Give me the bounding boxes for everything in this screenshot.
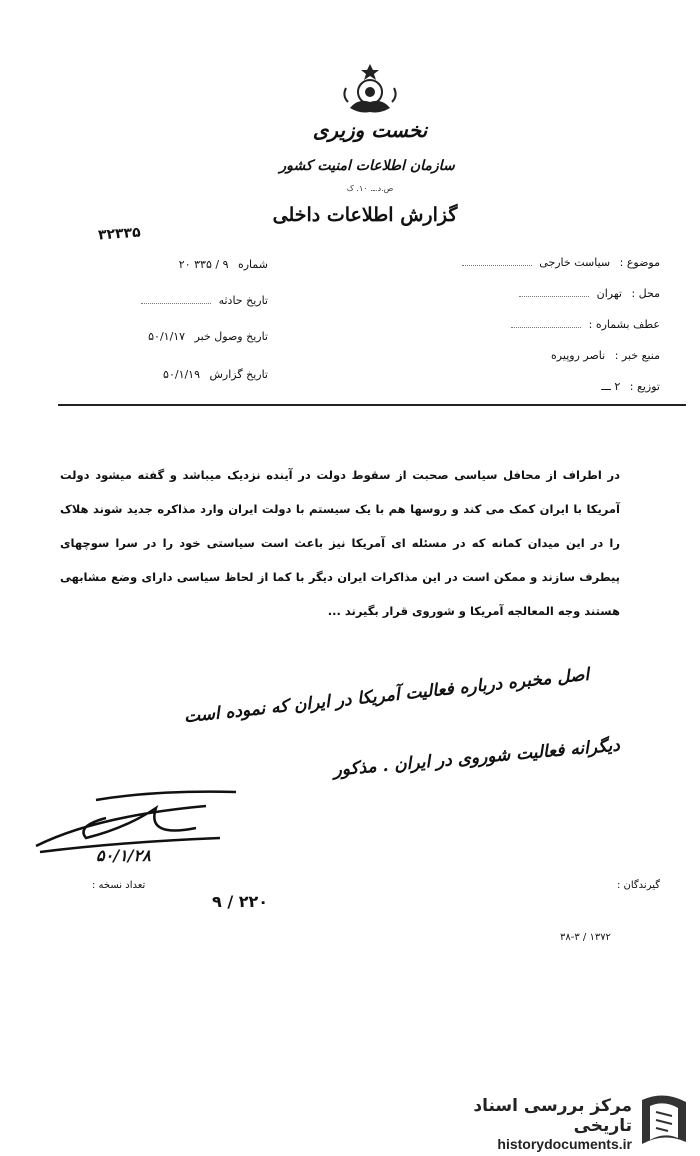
field-location-value: تهران (596, 287, 622, 300)
watermark-english: historydocuments.ir (497, 1136, 632, 1152)
field-distribution: توزیع : ۲ ـــ (601, 380, 660, 393)
dotted-line (141, 303, 211, 304)
field-reference: عطف بشماره : (511, 318, 660, 331)
lion-and-sun-emblem (340, 62, 400, 118)
field-source-value: ناصر روپیره (551, 349, 606, 362)
watermark-persian: مرکز بررسی اسناد تاریخی (473, 1096, 632, 1136)
dotted-line (462, 265, 532, 266)
field-reference-label: عطف بشماره (595, 318, 660, 331)
field-location: محل : تهران (519, 287, 660, 300)
field-report-date (163, 368, 268, 381)
field-receipt-date-value: ۵۰/۱/۱۷ (148, 330, 186, 343)
report-body: در اطراف از محافل سیاسی صحبت از سقوط دولت در آینده نزدیک میباشد و گفته میشود دولت آمریکا با ایران کمک می کند و روسها هم با یک سیستم با دولت ایران وارد مذاکره جدید شوند هلاک را در این میدان کمانه که در مسئله ای آمریکا نیز باعث است سیاستی خود را در سرا سوچهای پیطرف سازند و ممکن است در این مذاکرات ایران دیگر با کما از لحاظ سیاسی دارای وضع مشابهی هستند وجه المعالجه آمریکا و شوروی قرار بگیرند ... (60, 468, 620, 618)
handwritten-date: ۵۰/۱/۲۸ (96, 846, 151, 865)
header-divider (58, 404, 686, 406)
field-subject: موضوع : سیاست خارجی (462, 256, 660, 269)
handwritten-note-1: اصل مخبره درباره فعالیت آمریکا در ایران که نموده است (182, 664, 590, 728)
document-center-logo-icon (636, 1090, 692, 1148)
header-line-1: نخست وزیری (312, 118, 428, 142)
handwritten-note-2: دیگرانه فعالیت شوروی در ایران . مذکور (332, 735, 621, 781)
field-incident-date-label: تاریخ حادثه (218, 294, 268, 307)
dotted-line (511, 327, 581, 328)
field-number (179, 258, 268, 271)
field-number-label: شماره (237, 258, 268, 271)
form-number: ۳۸-۳ / ۱۳۷۲ (560, 932, 611, 943)
header-line-3: ص.د.ـ. ۱۰. ک (346, 184, 394, 193)
field-report-date-label: تاریخ گزارش (209, 368, 268, 381)
field-report-date-value: ۵۰/۱/۱۹ (163, 368, 200, 381)
field-subject-label: موضوع (626, 256, 660, 269)
report-title: گزارش اطلاعات داخلی (272, 204, 458, 226)
field-distribution-value: ۲ ـــ (601, 380, 621, 393)
field-number-value: ۹ / ۳۳۵ ۲۰ (178, 258, 229, 271)
field-subject-value: سیاست خارجی (539, 256, 611, 269)
field-source-label: منبع خبر (621, 349, 660, 362)
field-receipt-date (148, 330, 268, 343)
field-source: منبع خبر : ناصر روپیره (551, 349, 660, 362)
field-distribution-label: توزیع (637, 380, 660, 393)
reference-number: ۹ / ۲۲۰ (212, 892, 269, 911)
field-location-label: محل (638, 287, 660, 300)
dotted-line (519, 296, 589, 297)
signature (26, 770, 306, 870)
field-receipt-date-label: تاریخ وصول خبر (194, 330, 268, 343)
handwritten-mark: ۳۲۳۳۵ (97, 224, 142, 244)
watermark-text (422, 1096, 632, 1152)
header-line-2: سازمان اطلاعات امنیت کشور (279, 158, 455, 174)
field-incident-date (141, 294, 268, 307)
recipients-label: گیرندگان : (616, 880, 660, 891)
copies-label: تعداد نسخه : (92, 880, 146, 891)
